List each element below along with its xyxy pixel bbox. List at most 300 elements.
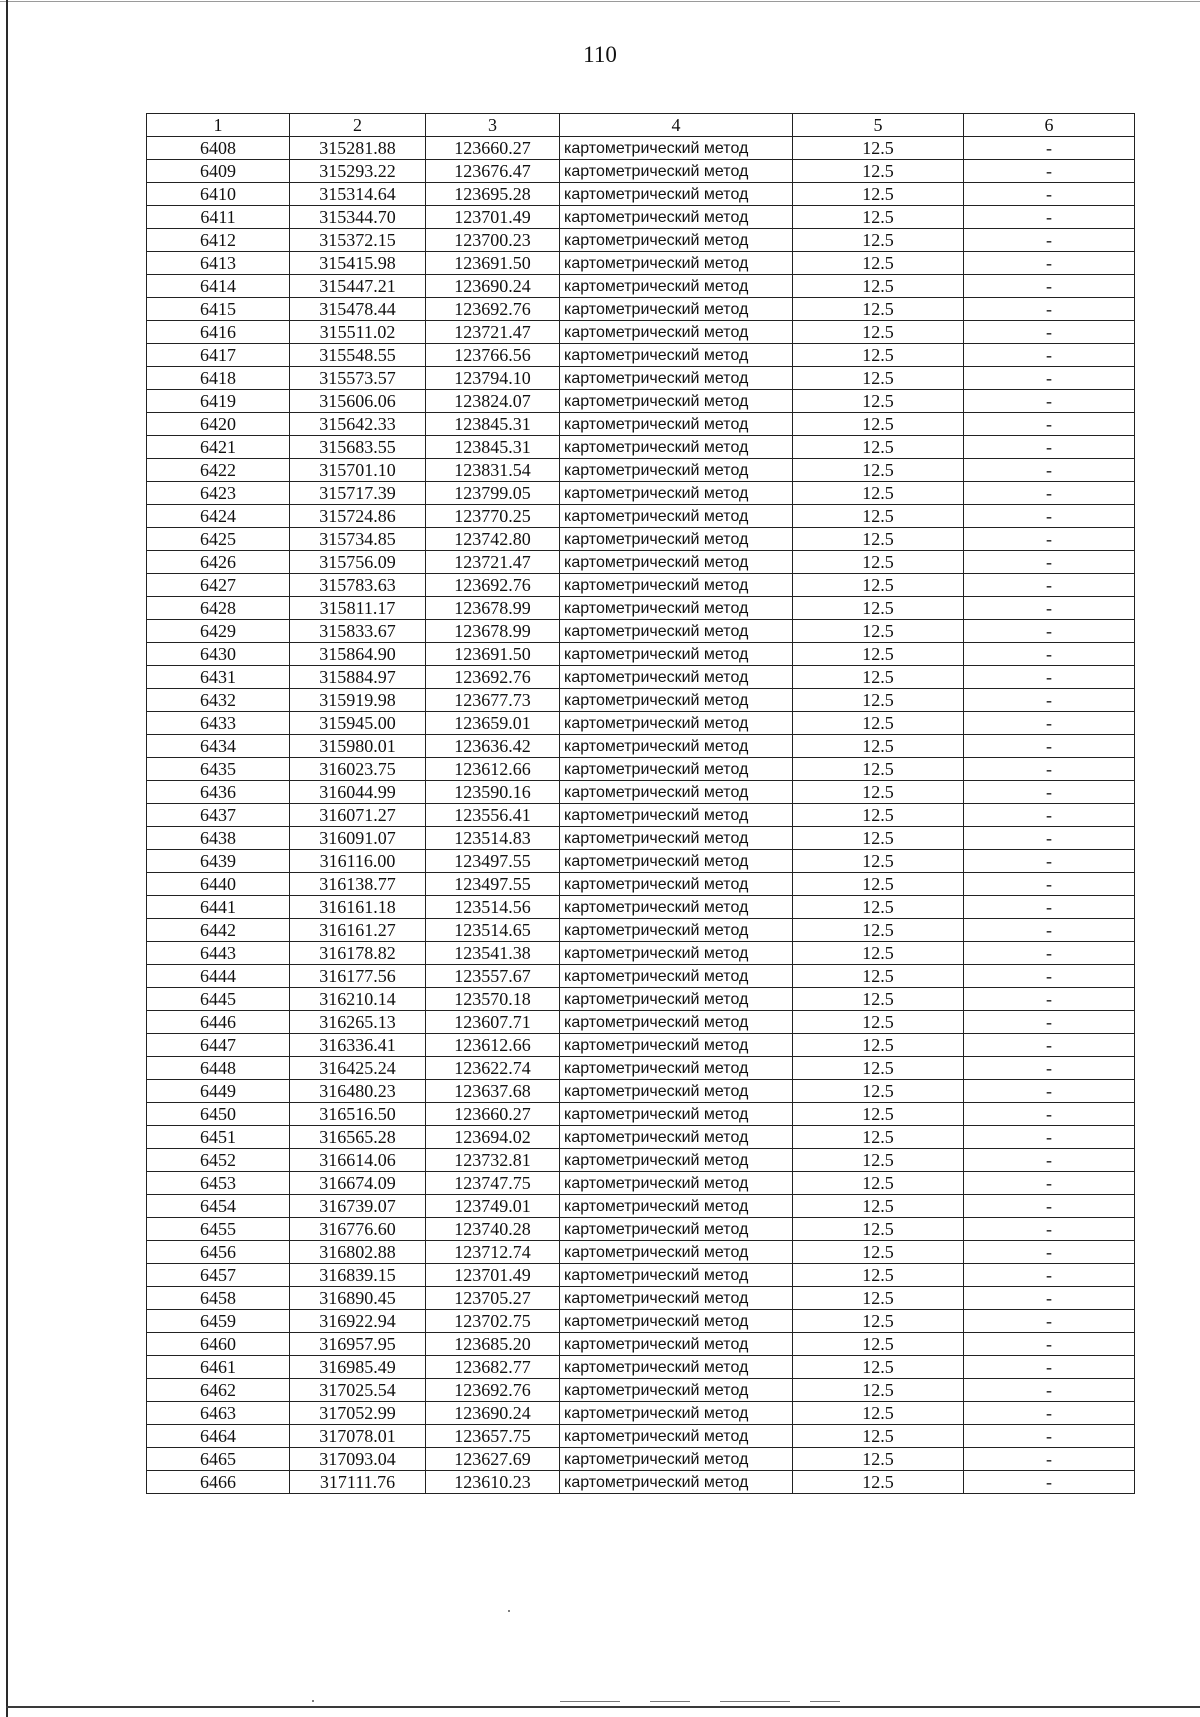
note-cell: - [964,1080,1135,1103]
note-cell: - [964,413,1135,436]
table-row [147,1471,1135,1494]
accuracy-cell: 12.5 [793,505,964,528]
table-row [147,551,1135,574]
y-coordinate-cell: 123676.47 [426,160,560,183]
table-row [147,1333,1135,1356]
table-row [147,183,1135,206]
accuracy-cell: 12.5 [793,321,964,344]
x-coordinate-cell: 316890.45 [290,1287,426,1310]
point-number-cell: 6452 [147,1149,290,1172]
method-cell: картометрический метод [560,1287,793,1310]
accuracy-cell: 12.5 [793,942,964,965]
accuracy-cell: 12.5 [793,1264,964,1287]
accuracy-cell: 12.5 [793,965,964,988]
accuracy-cell: 12.5 [793,1448,964,1471]
note-cell: - [964,1034,1135,1057]
header-cell: 6 [964,114,1135,137]
y-coordinate-cell: 123682.77 [426,1356,560,1379]
table-row [147,597,1135,620]
method-cell: картометрический метод [560,666,793,689]
y-coordinate-cell: 123514.56 [426,896,560,919]
y-coordinate-cell: 123612.66 [426,758,560,781]
accuracy-cell: 12.5 [793,1034,964,1057]
x-coordinate-cell: 316210.14 [290,988,426,1011]
table-row [147,620,1135,643]
table-row [147,1218,1135,1241]
y-coordinate-cell: 123770.25 [426,505,560,528]
note-cell: - [964,1195,1135,1218]
y-coordinate-cell: 123695.28 [426,183,560,206]
note-cell: - [964,275,1135,298]
accuracy-cell: 12.5 [793,390,964,413]
accuracy-cell: 12.5 [793,1356,964,1379]
y-coordinate-cell: 123701.49 [426,1264,560,1287]
method-cell: картометрический метод [560,873,793,896]
y-coordinate-cell: 123700.23 [426,229,560,252]
table-row [147,505,1135,528]
accuracy-cell: 12.5 [793,919,964,942]
method-cell: картометрический метод [560,1195,793,1218]
y-coordinate-cell: 123692.76 [426,298,560,321]
method-cell: картометрический метод [560,183,793,206]
method-cell: картометрический метод [560,781,793,804]
note-cell: - [964,160,1135,183]
y-coordinate-cell: 123557.67 [426,965,560,988]
method-cell: картометрический метод [560,413,793,436]
point-number-cell: 6451 [147,1126,290,1149]
table-row [147,712,1135,735]
y-coordinate-cell: 123766.56 [426,344,560,367]
point-number-cell: 6420 [147,413,290,436]
accuracy-cell: 12.5 [793,735,964,758]
method-cell: картометрический метод [560,1402,793,1425]
y-coordinate-cell: 123657.75 [426,1425,560,1448]
note-cell: - [964,252,1135,275]
point-number-cell: 6424 [147,505,290,528]
point-number-cell: 6408 [147,137,290,160]
table-row [147,574,1135,597]
point-number-cell: 6444 [147,965,290,988]
method-cell: картометрический метод [560,1379,793,1402]
x-coordinate-cell: 315945.00 [290,712,426,735]
x-coordinate-cell: 316957.95 [290,1333,426,1356]
table-body [147,137,1135,1494]
accuracy-cell: 12.5 [793,160,964,183]
y-coordinate-cell: 123749.01 [426,1195,560,1218]
method-cell: картометрический метод [560,505,793,528]
x-coordinate-cell: 315511.02 [290,321,426,344]
accuracy-cell: 12.5 [793,689,964,712]
method-cell: картометрический метод [560,1310,793,1333]
point-number-cell: 6435 [147,758,290,781]
x-coordinate-cell: 316161.27 [290,919,426,942]
accuracy-cell: 12.5 [793,781,964,804]
point-number-cell: 6439 [147,850,290,873]
method-cell: картометрический метод [560,1333,793,1356]
point-number-cell: 6425 [147,528,290,551]
method-cell: картометрический метод [560,1057,793,1080]
table-row [147,390,1135,413]
point-number-cell: 6450 [147,1103,290,1126]
page-number: 110 [583,42,617,67]
table-row [147,873,1135,896]
x-coordinate-cell: 316480.23 [290,1080,426,1103]
x-coordinate-cell: 316839.15 [290,1264,426,1287]
x-coordinate-cell: 315811.17 [290,597,426,620]
x-coordinate-cell: 315701.10 [290,459,426,482]
method-cell: картометрический метод [560,850,793,873]
x-coordinate-cell: 317111.76 [290,1471,426,1494]
table-row [147,965,1135,988]
x-coordinate-cell: 316985.49 [290,1356,426,1379]
point-number-cell: 6466 [147,1471,290,1494]
y-coordinate-cell: 123610.23 [426,1471,560,1494]
accuracy-cell: 12.5 [793,643,964,666]
point-number-cell: 6418 [147,367,290,390]
table-row [147,1402,1135,1425]
method-cell: картометрический метод [560,229,793,252]
point-number-cell: 6426 [147,551,290,574]
x-coordinate-cell: 316116.00 [290,850,426,873]
x-coordinate-cell: 315884.97 [290,666,426,689]
accuracy-cell: 12.5 [793,1402,964,1425]
scan-edge-left [6,0,8,1717]
note-cell: - [964,1264,1135,1287]
y-coordinate-cell: 123690.24 [426,1402,560,1425]
y-coordinate-cell: 123690.24 [426,275,560,298]
x-coordinate-cell: 315683.55 [290,436,426,459]
note-cell: - [964,1471,1135,1494]
method-cell: картометрический метод [560,1425,793,1448]
method-cell: картометрический метод [560,482,793,505]
table-row [147,1287,1135,1310]
point-number-cell: 6432 [147,689,290,712]
point-number-cell: 6410 [147,183,290,206]
scan-speck [508,1610,510,1612]
note-cell: - [964,1425,1135,1448]
point-number-cell: 6463 [147,1402,290,1425]
note-cell: - [964,1402,1135,1425]
table-row [147,1241,1135,1264]
point-number-cell: 6441 [147,896,290,919]
x-coordinate-cell: 315415.98 [290,252,426,275]
y-coordinate-cell: 123799.05 [426,482,560,505]
accuracy-cell: 12.5 [793,183,964,206]
method-cell: картометрический метод [560,298,793,321]
method-cell: картометрический метод [560,321,793,344]
point-number-cell: 6416 [147,321,290,344]
x-coordinate-cell: 315833.67 [290,620,426,643]
x-coordinate-cell: 316922.94 [290,1310,426,1333]
y-coordinate-cell: 123705.27 [426,1287,560,1310]
scan-speck [312,1700,314,1702]
point-number-cell: 6417 [147,344,290,367]
point-number-cell: 6440 [147,873,290,896]
x-coordinate-cell: 316336.41 [290,1034,426,1057]
point-number-cell: 6422 [147,459,290,482]
header-cell: 4 [560,114,793,137]
table-row [147,735,1135,758]
table-row [147,666,1135,689]
table-row [147,1103,1135,1126]
y-coordinate-cell: 123514.65 [426,919,560,942]
note-cell: - [964,735,1135,758]
accuracy-cell: 12.5 [793,1471,964,1494]
table-row [147,413,1135,436]
y-coordinate-cell: 123627.69 [426,1448,560,1471]
table-row [147,942,1135,965]
table-row [147,781,1135,804]
x-coordinate-cell: 315447.21 [290,275,426,298]
y-coordinate-cell: 123721.47 [426,551,560,574]
x-coordinate-cell: 316516.50 [290,1103,426,1126]
x-coordinate-cell: 315980.01 [290,735,426,758]
note-cell: - [964,896,1135,919]
point-number-cell: 6454 [147,1195,290,1218]
table-row [147,528,1135,551]
table-row [147,1011,1135,1034]
header-cell: 5 [793,114,964,137]
method-cell: картометрический метод [560,160,793,183]
y-coordinate-cell: 123742.80 [426,528,560,551]
x-coordinate-cell: 316425.24 [290,1057,426,1080]
note-cell: - [964,827,1135,850]
point-number-cell: 6458 [147,1287,290,1310]
y-coordinate-cell: 123831.54 [426,459,560,482]
y-coordinate-cell: 123637.68 [426,1080,560,1103]
note-cell: - [964,551,1135,574]
note-cell: - [964,1149,1135,1172]
note-cell: - [964,574,1135,597]
point-number-cell: 6465 [147,1448,290,1471]
method-cell: картометрический метод [560,735,793,758]
y-coordinate-cell: 123824.07 [426,390,560,413]
x-coordinate-cell: 316138.77 [290,873,426,896]
x-coordinate-cell: 315756.09 [290,551,426,574]
y-coordinate-cell: 123794.10 [426,367,560,390]
y-coordinate-cell: 123556.41 [426,804,560,827]
method-cell: картометрический метод [560,988,793,1011]
y-coordinate-cell: 123612.66 [426,1034,560,1057]
x-coordinate-cell: 315606.06 [290,390,426,413]
method-cell: картометрический метод [560,275,793,298]
note-cell: - [964,137,1135,160]
x-coordinate-cell: 315548.55 [290,344,426,367]
note-cell: - [964,1356,1135,1379]
y-coordinate-cell: 123845.31 [426,436,560,459]
table-row [147,1080,1135,1103]
y-coordinate-cell: 123691.50 [426,252,560,275]
table-row [147,850,1135,873]
x-coordinate-cell: 315314.64 [290,183,426,206]
table-row [147,1379,1135,1402]
note-cell: - [964,804,1135,827]
y-coordinate-cell: 123747.75 [426,1172,560,1195]
note-cell: - [964,850,1135,873]
method-cell: картометрический метод [560,1241,793,1264]
table-row [147,1172,1135,1195]
y-coordinate-cell: 123685.20 [426,1333,560,1356]
point-number-cell: 6434 [147,735,290,758]
method-cell: картометрический метод [560,252,793,275]
table-row [147,367,1135,390]
accuracy-cell: 12.5 [793,1333,964,1356]
accuracy-cell: 12.5 [793,1080,964,1103]
table-row [147,1448,1135,1471]
x-coordinate-cell: 316674.09 [290,1172,426,1195]
note-cell: - [964,620,1135,643]
method-cell: картометрический метод [560,1126,793,1149]
point-number-cell: 6409 [147,160,290,183]
note-cell: - [964,712,1135,735]
y-coordinate-cell: 123845.31 [426,413,560,436]
method-cell: картометрический метод [560,137,793,160]
note-cell: - [964,919,1135,942]
y-coordinate-cell: 123607.71 [426,1011,560,1034]
point-number-cell: 6433 [147,712,290,735]
point-number-cell: 6455 [147,1218,290,1241]
point-number-cell: 6445 [147,988,290,1011]
header-cell: 2 [290,114,426,137]
accuracy-cell: 12.5 [793,1011,964,1034]
point-number-cell: 6423 [147,482,290,505]
accuracy-cell: 12.5 [793,1425,964,1448]
accuracy-cell: 12.5 [793,620,964,643]
note-cell: - [964,689,1135,712]
x-coordinate-cell: 316044.99 [290,781,426,804]
x-coordinate-cell: 315344.70 [290,206,426,229]
table-row [147,1356,1135,1379]
table-header-row [147,114,1135,137]
method-cell: картометрический метод [560,390,793,413]
point-number-cell: 6446 [147,1011,290,1034]
note-cell: - [964,505,1135,528]
accuracy-cell: 12.5 [793,482,964,505]
note-cell: - [964,1333,1135,1356]
x-coordinate-cell: 315919.98 [290,689,426,712]
point-number-cell: 6461 [147,1356,290,1379]
method-cell: картометрический метод [560,1103,793,1126]
table-row [147,298,1135,321]
accuracy-cell: 12.5 [793,988,964,1011]
accuracy-cell: 12.5 [793,137,964,160]
accuracy-cell: 12.5 [793,1241,964,1264]
accuracy-cell: 12.5 [793,850,964,873]
x-coordinate-cell: 317052.99 [290,1402,426,1425]
note-cell: - [964,528,1135,551]
accuracy-cell: 12.5 [793,275,964,298]
note-cell: - [964,459,1135,482]
accuracy-cell: 12.5 [793,528,964,551]
accuracy-cell: 12.5 [793,574,964,597]
x-coordinate-cell: 316177.56 [290,965,426,988]
x-coordinate-cell: 315783.63 [290,574,426,597]
x-coordinate-cell: 317078.01 [290,1425,426,1448]
x-coordinate-cell: 315717.39 [290,482,426,505]
note-cell: - [964,666,1135,689]
table-row [147,229,1135,252]
note-cell: - [964,1057,1135,1080]
point-number-cell: 6415 [147,298,290,321]
table-row [147,436,1135,459]
method-cell: картометрический метод [560,1448,793,1471]
point-number-cell: 6443 [147,942,290,965]
x-coordinate-cell: 316265.13 [290,1011,426,1034]
method-cell: картометрический метод [560,459,793,482]
point-number-cell: 6414 [147,275,290,298]
note-cell: - [964,873,1135,896]
y-coordinate-cell: 123740.28 [426,1218,560,1241]
accuracy-cell: 12.5 [793,367,964,390]
x-coordinate-cell: 315293.22 [290,160,426,183]
accuracy-cell: 12.5 [793,1103,964,1126]
header-cell: 3 [426,114,560,137]
method-cell: картометрический метод [560,1011,793,1034]
accuracy-cell: 12.5 [793,827,964,850]
note-cell: - [964,183,1135,206]
accuracy-cell: 12.5 [793,1149,964,1172]
point-number-cell: 6431 [147,666,290,689]
x-coordinate-cell: 316776.60 [290,1218,426,1241]
note-cell: - [964,1126,1135,1149]
scan-footer-marks [560,1699,860,1705]
note-cell: - [964,1448,1135,1471]
y-coordinate-cell: 123692.76 [426,1379,560,1402]
x-coordinate-cell: 316614.06 [290,1149,426,1172]
point-number-cell: 6430 [147,643,290,666]
method-cell: картометрический метод [560,597,793,620]
method-cell: картометрический метод [560,804,793,827]
point-number-cell: 6437 [147,804,290,827]
accuracy-cell: 12.5 [793,344,964,367]
point-number-cell: 6460 [147,1333,290,1356]
point-number-cell: 6421 [147,436,290,459]
accuracy-cell: 12.5 [793,1057,964,1080]
accuracy-cell: 12.5 [793,206,964,229]
y-coordinate-cell: 123570.18 [426,988,560,1011]
note-cell: - [964,965,1135,988]
coordinates-table [146,113,1135,1494]
x-coordinate-cell: 315281.88 [290,137,426,160]
table-row [147,988,1135,1011]
x-coordinate-cell: 316178.82 [290,942,426,965]
y-coordinate-cell: 123712.74 [426,1241,560,1264]
table-row [147,206,1135,229]
method-cell: картометрический метод [560,1034,793,1057]
accuracy-cell: 12.5 [793,666,964,689]
scan-edge-bottom [6,1706,1200,1708]
method-cell: картометрический метод [560,1172,793,1195]
note-cell: - [964,988,1135,1011]
table-row [147,1195,1135,1218]
method-cell: картометрический метод [560,965,793,988]
x-coordinate-cell: 315372.15 [290,229,426,252]
method-cell: картометрический метод [560,528,793,551]
method-cell: картометрический метод [560,551,793,574]
point-number-cell: 6447 [147,1034,290,1057]
point-number-cell: 6464 [147,1425,290,1448]
accuracy-cell: 12.5 [793,804,964,827]
note-cell: - [964,781,1135,804]
note-cell: - [964,1310,1135,1333]
x-coordinate-cell: 316091.07 [290,827,426,850]
method-cell: картометрический метод [560,643,793,666]
table-row [147,1057,1135,1080]
method-cell: картометрический метод [560,1264,793,1287]
table-row [147,137,1135,160]
accuracy-cell: 12.5 [793,1195,964,1218]
accuracy-cell: 12.5 [793,252,964,275]
